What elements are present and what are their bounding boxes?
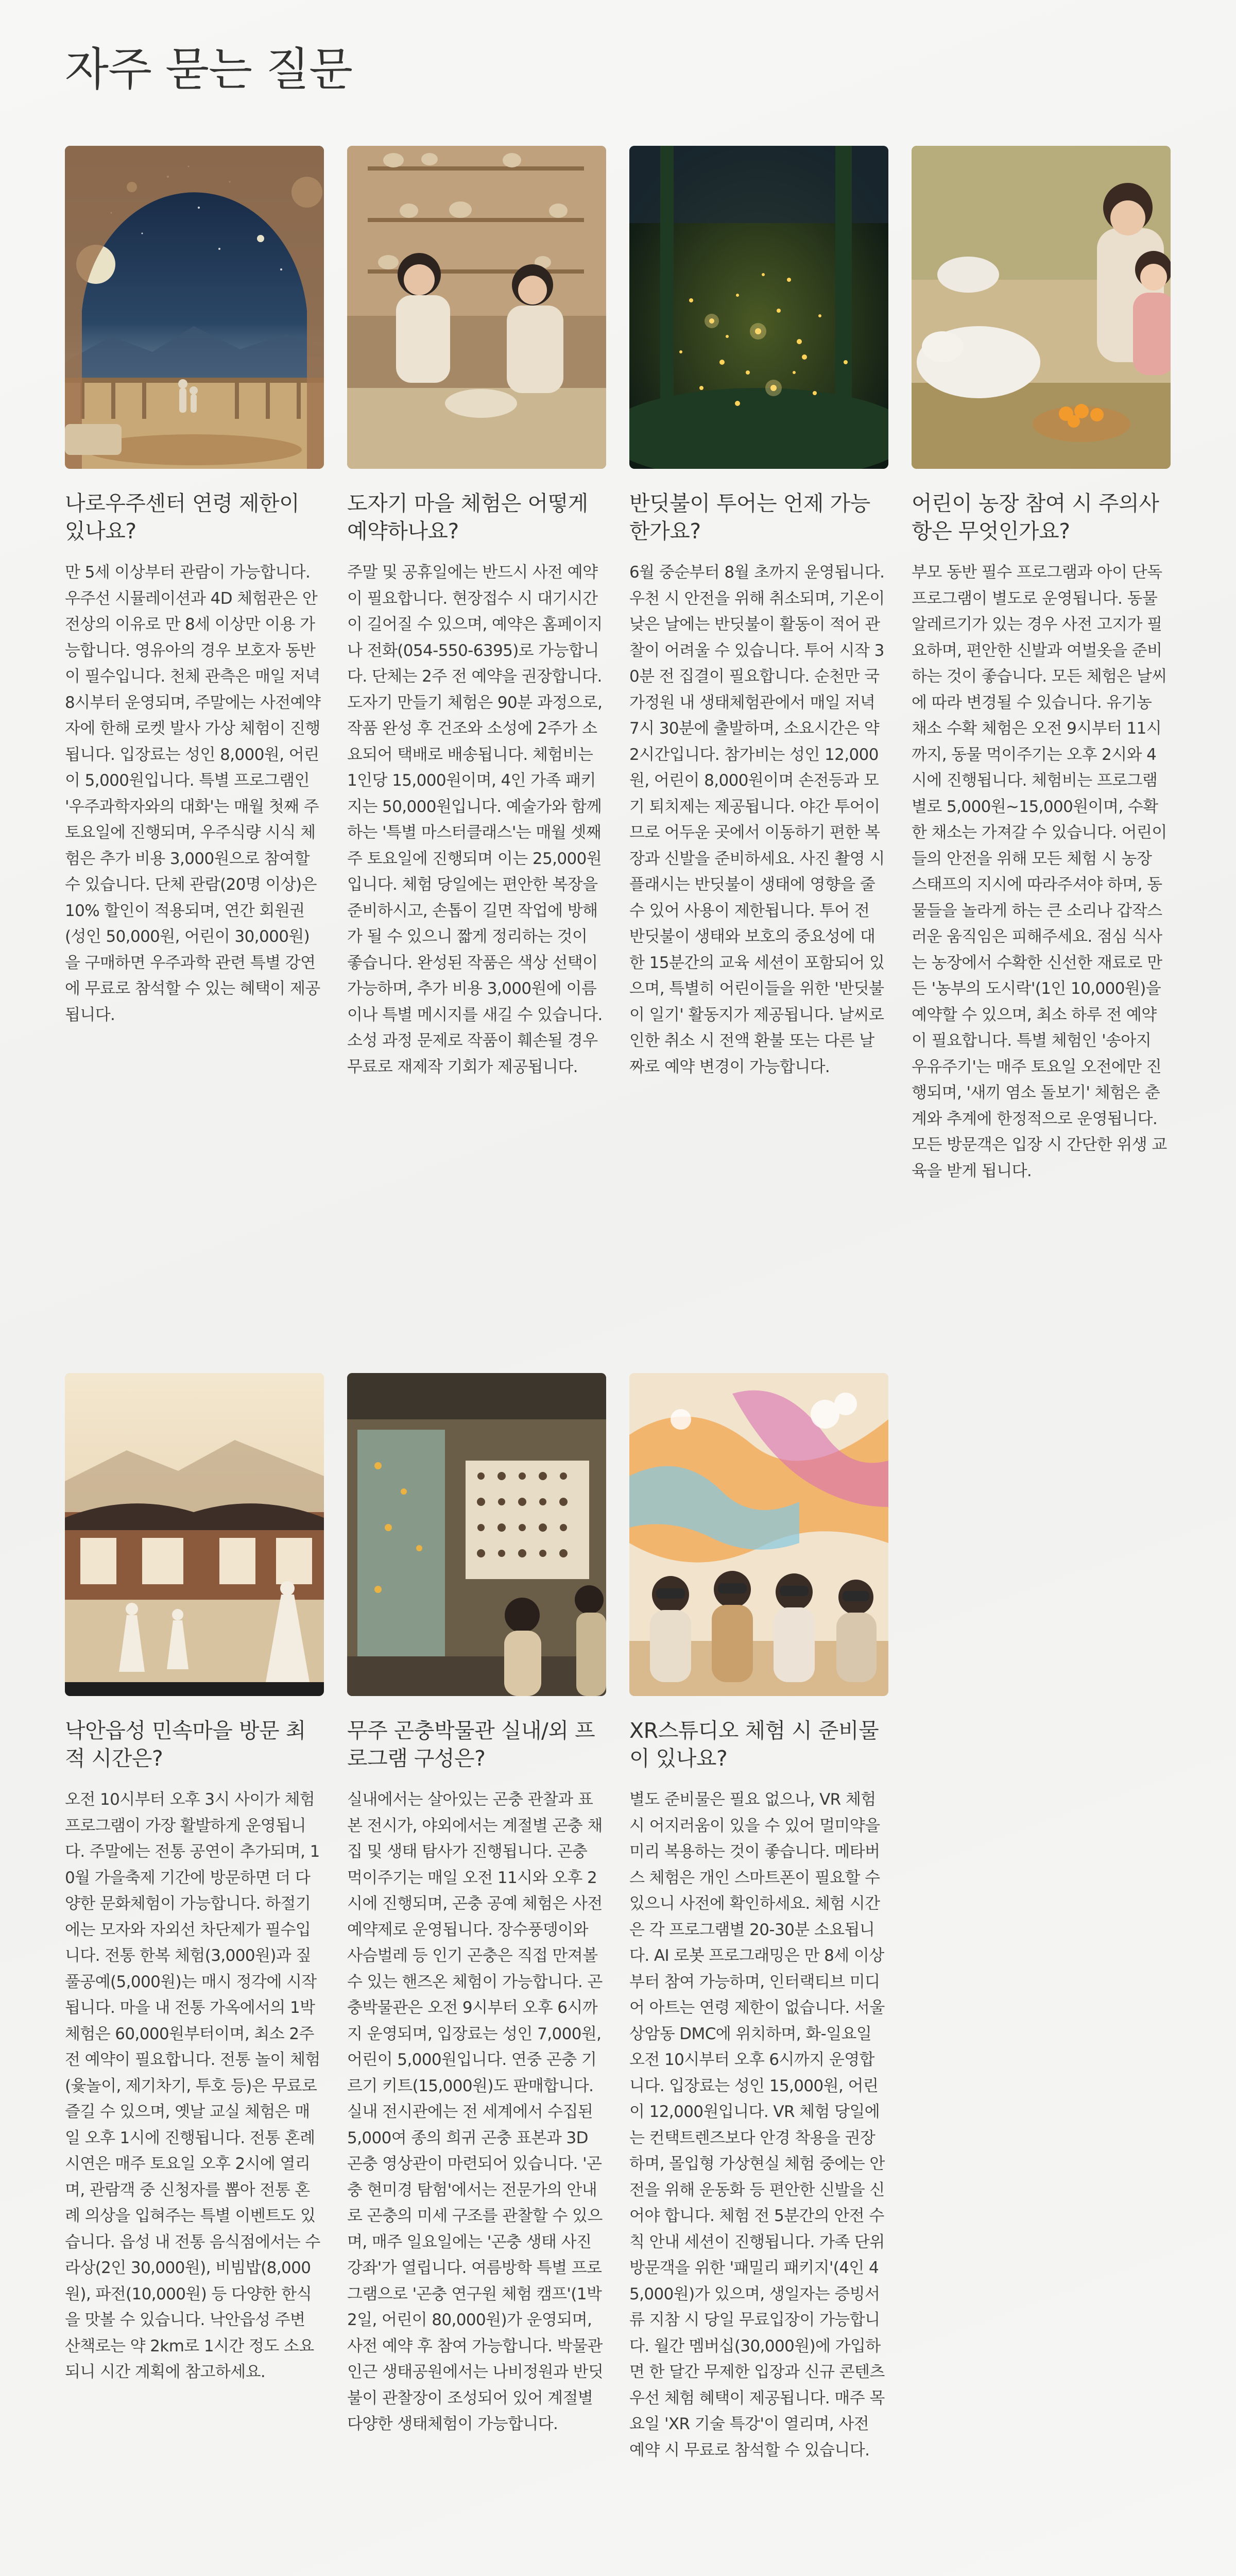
faq-card <box>629 146 888 1080</box>
faq-question: 어린이 농장 참여 시 주의사항은 무엇인가요? <box>912 491 1159 544</box>
faq-card <box>347 1373 606 2437</box>
faq-card <box>347 146 606 1080</box>
faq-image-xr-studio <box>629 1373 888 1696</box>
faq-answer: 만 5세 이상부터 관람이 가능합니다. 우주선 시뮬레이션과 4D 체험관은 안전상의 이유로 만 8세 이상만 이용 가능합니다. 영유아의 경우 보호자 동반이 필수입니다. 천체 관측은 매일 저녁 8시부터 운영되며, 주말에는 사전예약자에 한해 로켓 발사 가상 체험이 진행됩니다. 입장료는 성인 8,000원, 어린이 5,000원입니다. 특별 프로그램인 '우주과학자와의 대화'는 매월 첫째 주 토요일에 진행되며, 우주식량 시식 체험은 추가 비용 3,000원으로 참여할 수 있습니다. 단체 관람(20명 이상)은 10% 할인이 적용되며, 연간 회원권(성인 50,000원, 어린이 30,000원)을 구매하면 우주과학 관련 특별 강연에 무료로 참석할 수 있는 혜택이 제공됩니다. <box>65 563 321 1024</box>
faq-image-pottery <box>347 146 606 469</box>
faq-image-farm <box>912 146 1171 469</box>
faq-answer: 주말 및 공휴일에는 반드시 사전 예약이 필요합니다. 현장접수 시 대기시간이 길어질 수 있으며, 예약은 홈페이지나 전화(054-550-6395)로 가능합니다. 단체는 2주 전 예약을 권장합니다. 도자기 만들기 체험은 90분 과정으로, 작품 완성 후 건조와 소성에 2주가 소요되어 택배로 배송됩니다. 체험비는 1인당 15,000원이며, 4인 가족 패키지는 50,000원입니다. 예술가와 함께하는 '특별 마스터클래스'는 매월 셋째 주 토요일에 진행되며 이는 25,000원입니다. 체험 당일에는 편안한 복장을 준비하시고, 손톱이 길면 작업에 방해가 될 수 있으니 짧게 정리하는 것이 좋습니다. 완성된 작품은 색상 선택이 가능하며, 추가 비용 3,000원에 이름이나 특별 메시지를 새길 수 있습니다. 소성 과정 문제로 작품이 훼손될 경우 무료로 재제작 기회가 제공됩니다. <box>347 563 603 1076</box>
faq-card <box>65 146 324 1028</box>
faq-image-space-terrace <box>65 146 324 469</box>
faq-card <box>629 1373 888 2463</box>
faq-answer: 실내에서는 살아있는 곤충 관찰과 표본 전시가, 야외에서는 계절별 곤충 채집 및 생태 탐사가 진행됩니다. 곤충 먹이주기는 매일 오전 11시와 오후 2시에 진행되며, 곤충 공예 체험은 사전 예약제로 운영됩니다. 장수풍뎅이와 사슴벌레 등 인기 곤충은 직접 만져볼 수 있는 핸즈온 체험이 가능합니다. 곤충박물관은 오전 9시부터 오후 6시까지 운영되며, 입장료는 성인 7,000원, 어린이 5,000원입니다. 연중 곤충 기르기 키트(15,000원)도 판매합니다. 실내 전시관에는 전 세계에서 수집된 5,000여 종의 희귀 곤충 표본과 3D 곤충 영상관이 마련되어 있습니다. '곤충 현미경 탐험'에서는 전문가의 안내로 곤충의 미세 구조를 관찰할 수 있으며, 매주 일요일에는 '곤충 생태 사진 강좌'가 열립니다. 여름방학 특별 프로그램으로 '곤충 연구원 체험 캠프'(1박 2일, 어린이 80,000원)가 운영되며, 사전 예약 후 참여 가능합니다. 박물관 인근 생태공원에서는 나비정원과 반딧불이 관찰장이 조성되어 있어 계절별 다양한 생태체험이 가능합니다. <box>347 1790 604 2433</box>
faq-question: 도자기 마을 체험은 어떻게 예약하나요? <box>347 491 588 544</box>
faq-answer: 별도 준비물은 필요 없으나, VR 체험 시 어지러움이 있을 수 있어 멀미약을 미리 복용하는 것이 좋습니다. 메타버스 체험은 개인 스마트폰이 필요할 수 있으니 사전에 확인하세요. 체험 시간은 각 프로그램별 20-30분 소요됩니다. AI 로봇 프로그래밍은 만 8세 이상부터 참여 가능하며, 인터랙티브 미디어 아트는 연령 제한이 없습니다. 서울 상암동 DMC에 위치하며, 화-일요일 오전 10시부터 오후 6시까지 운영합니다. 입장료는 성인 15,000원, 어린이 12,000원입니다. VR 체험 당일에는 컨택트렌즈보다 안경 착용을 권장하며, 몰입형 가상현실 체험 중에는 안전을 위해 운동화 등 편안한 신발을 신어야 합니다. 체험 전 5분간의 안전 수칙 안내 세션이 진행됩니다. 가족 단위 방문객을 위한 '패밀리 패키지'(4인 45,000원)가 있으며, 생일자는 증빙서류 지참 시 당일 무료입장이 가능합니다. 월간 멤버십(30,000원)에 가입하면 한 달간 무제한 입장과 신규 콘텐츠 우선 체험 혜택이 제공됩니다. 매주 목요일 'XR 기술 특강'이 열리며, 사전 예약 시 무료로 참석할 수 있습니다. <box>629 1790 885 2460</box>
faq-image-fireflies <box>629 146 888 469</box>
faq-question: 나로우주센터 연령 제한이 있나요? <box>65 491 300 544</box>
faq-question: 무주 곤충박물관 실내/외 프로그램 구성은? <box>347 1718 595 1771</box>
page-title: 자주 묻는 질문 <box>65 43 352 96</box>
faq-image-hanok-village <box>65 1373 324 1696</box>
faq-card <box>65 1373 324 2385</box>
faq-question: 반딧불이 투어는 언제 가능한가요? <box>629 491 870 544</box>
faq-image-insect-museum <box>347 1373 606 1696</box>
faq-question: XR스튜디오 체험 시 준비물이 있나요? <box>629 1718 879 1771</box>
faq-answer: 6월 중순부터 8월 초까지 운영됩니다. 우천 시 안전을 위해 취소되며, 기온이 낮은 날에는 반딧불이 활동이 적어 관찰이 어려울 수 있습니다. 투어 시작 30분 전 집결이 필요합니다. 순천만 국가정원 내 생태체험관에서 매일 저녁 7시 30분에 출발하며, 소요시간은 약 2시간입니다. 참가비는 성인 12,000원, 어린이 8,000원이며 손전등과 모기 퇴치제는 제공됩니다. 야간 투어이므로 어두운 곳에서 이동하기 편한 복장과 신발을 준비하세요. 사진 촬영 시 플래시는 반딧불이 생태에 영향을 줄 수 있어 사용이 제한됩니다. 투어 전 반딧불이 생태와 보호의 중요성에 대한 15분간의 교육 세션이 포함되어 있으며, 특별히 어린이들을 위한 '반딧불이 일기' 활동지가 제공됩니다. 날씨로 인한 취소 시 전액 환불 또는 다른 날짜로 예약 변경이 가능합니다. <box>629 563 885 1076</box>
faq-question: 낙안읍성 민속마을 방문 최적 시간은? <box>65 1718 306 1771</box>
faq-answer: 오전 10시부터 오후 3시 사이가 체험 프로그램이 가장 활발하게 운영됩니다. 주말에는 전통 공연이 추가되며, 10월 가을축제 기간에 방문하면 더 다양한 문화체험이 가능합니다. 하절기에는 모자와 자외선 차단제가 필수입니다. 전통 한복 체험(3,000원)과 짚풀공예(5,000원)는 매시 정각에 시작됩니다. 마을 내 전통 가옥에서의 1박 체험은 60,000원부터이며, 최소 2주 전 예약이 필요합니다. 전통 놀이 체험(윷놀이, 제기차기, 투호 등)은 무료로 즐길 수 있으며, 옛날 교실 체험은 매일 오후 1시에 진행됩니다. 전통 혼례 시연은 매주 토요일 오후 2시에 열리며, 관람객 중 신청자를 뽑아 전통 혼례 의상을 입혀주는 특별 이벤트도 있습니다. 읍성 내 전통 음식점에서는 수라상(2인 30,000원), 비빔밥(8,000원), 파전(10,000원) 등 다양한 한식을 맛볼 수 있습니다. 낙안읍성 주변 산책로는 약 2km로 1시간 정도 소요되니 시간 계획에 참고하세요. <box>65 1790 320 2381</box>
faq-card <box>912 146 1171 1184</box>
faq-answer: 부모 동반 필수 프로그램과 아이 단독 프로그램이 별도로 운영됩니다. 동물 알레르기가 있는 경우 사전 고지가 필요하며, 편안한 신발과 여벌옷을 준비하는 것이 좋습니다. 모든 체험은 날씨에 따라 변경될 수 있습니다. 유기농 채소 수확 체험은 오전 9시부터 11시까지, 동물 먹이주기는 오후 2시와 4시에 진행됩니다. 체험비는 프로그램별로 5,000원~15,000원이며, 수확한 채소는 가져갈 수 있습니다. 어린이들의 안전을 위해 모든 체험 시 농장 스태프의 지시에 따라주셔야 하며, 동물들을 놀라게 하는 큰 소리나 갑작스러운 움직임은 피해주세요. 점심 식사는 농장에서 수확한 신선한 재료로 만든 '농부의 도시락'(1인 10,000원)을 예약할 수 있으며, 최소 하루 전 예약이 필요합니다. 특별 체험인 '송아지 우유주기'는 매주 토요일 오전에만 진행되며, '새끼 염소 돌보기' 체험은 춘계와 추계에 한정적으로 운영됩니다. 모든 방문객은 입장 시 간단한 위생 교육을 받게 됩니다. <box>912 563 1167 1180</box>
